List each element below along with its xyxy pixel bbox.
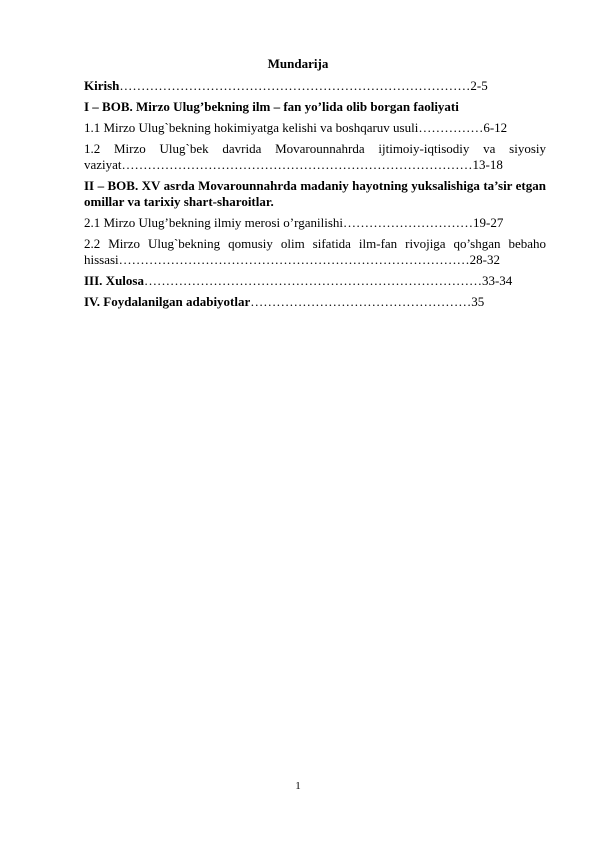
table-of-contents xyxy=(84,78,546,315)
toc-entry-adabiyotlar xyxy=(84,294,546,310)
toc-entry-leader: …………………………………………………………………… xyxy=(143,273,482,288)
toc-entry-label: 1.1 Mirzo Ulug`bekning hokimiyatga kelishi va boshqaruv usuli xyxy=(84,120,419,135)
toc-entry-leader: …………… xyxy=(418,120,484,135)
page-number: 1 xyxy=(295,780,301,792)
toc-entry-pages: 33-34 xyxy=(481,273,513,288)
toc-entry-pages: 35 xyxy=(471,294,485,309)
toc-entry-1-2 xyxy=(84,141,546,173)
toc-chapter-label: II – BOB. XV asrda Movarounnahrda madaniy hayotning yuksalishiga ta’sir etgan omillar va tarixiy shart-sharoitlar. xyxy=(84,178,546,209)
toc-entry-pages: 13-18 xyxy=(472,157,503,172)
toc-entry-leader: ……………………………………………………………………… xyxy=(119,78,471,93)
toc-chapter-2 xyxy=(84,178,546,210)
toc-entry-label: IV. Foydalanilgan adabiyotlar xyxy=(84,294,251,309)
toc-entry-kirish xyxy=(84,78,546,94)
toc-entry-label: 2.2 Mirzo Ulug`bekning qomusiy olim sifatida ilm-fan rivojiga qo’shgan bebaho hissasi xyxy=(84,236,546,267)
toc-entry-leader: ……………………………………………………………………… xyxy=(118,252,470,267)
toc-entry-pages: 28-32 xyxy=(469,252,501,267)
toc-entry-1-1 xyxy=(84,120,546,136)
toc-entry-leader: ………………………… xyxy=(343,215,474,230)
toc-entry-label: Kirish xyxy=(84,78,120,93)
toc-entry-xulosa xyxy=(84,273,546,289)
toc-entry-pages: 2-5 xyxy=(470,78,488,93)
toc-entry-label: 1.2 Mirzo Ulug`bek davrida Movarounnahrda ijtimoiy-iqtisodiy va siyosiy vaziyat xyxy=(84,141,546,172)
toc-entry-leader: ……………………………………………………………………… xyxy=(121,157,473,172)
toc-entry-pages: 6-12 xyxy=(483,120,508,135)
toc-chapter-1 xyxy=(84,99,546,115)
page-title: Mundarija xyxy=(267,56,329,71)
toc-chapter-label: I – BOB. Mirzo Ulug’bekning ilm – fan yo’lida olib borgan faoliyati xyxy=(84,99,459,114)
toc-entry-2-1 xyxy=(84,215,546,231)
toc-entry-2-2 xyxy=(84,236,546,268)
toc-entry-label: III. Xulosa xyxy=(84,273,144,288)
toc-entry-leader: …………………………………………… xyxy=(250,294,472,309)
toc-entry-pages: 19-27 xyxy=(473,215,504,230)
toc-entry-label: 2.1 Mirzo Ulug’bekning ilmiy merosi o’rganilishi xyxy=(84,215,344,230)
